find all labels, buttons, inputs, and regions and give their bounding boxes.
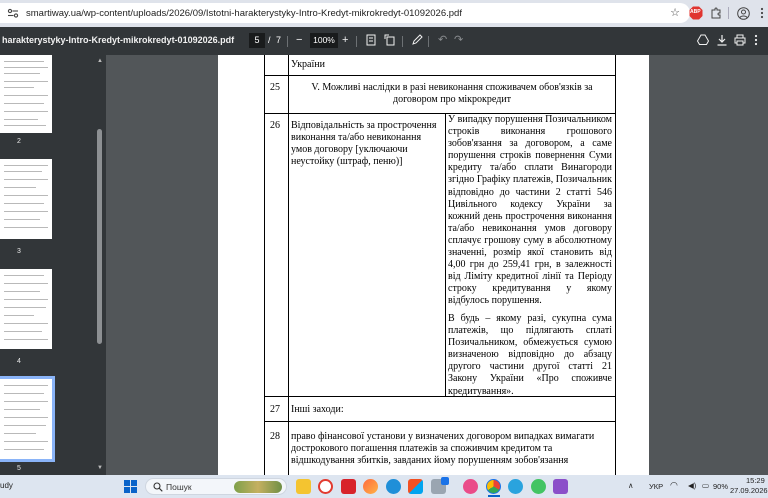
- google-drive-icon[interactable]: [697, 34, 709, 51]
- bookmark-star-icon[interactable]: ☆: [670, 7, 680, 19]
- undo-icon[interactable]: ↶: [438, 34, 448, 46]
- app-l-icon[interactable]: [341, 479, 356, 494]
- app-pink-icon[interactable]: [463, 479, 478, 494]
- draw-icon[interactable]: [411, 34, 423, 51]
- zoom-in-button[interactable]: +: [342, 34, 349, 46]
- windows-start-icon[interactable]: [124, 480, 137, 493]
- volume-icon[interactable]: ◀): [688, 481, 697, 490]
- store-icon[interactable]: [408, 479, 423, 494]
- row-number: 25: [270, 82, 280, 93]
- thumbnail-sidebar: [0, 55, 106, 475]
- viber-icon[interactable]: [553, 479, 568, 494]
- edge-icon[interactable]: [386, 479, 401, 494]
- thumbnail-label: 4: [17, 358, 21, 365]
- clock-date[interactable]: 27.09.2026: [730, 486, 768, 495]
- liability-text-p2: В будь – якому разі, сукупна сума платежів, що підлягають сплаті Позичальником, обмежується сумою визначеною відповідно до абзацу другого частини другої статті 21 Закону України «Про споживче кредитування».: [448, 313, 612, 397]
- active-app-indicator: [488, 495, 500, 497]
- zoom-out-button[interactable]: −: [296, 34, 303, 46]
- row-number: 28: [270, 431, 280, 442]
- telegram-icon[interactable]: [508, 479, 523, 494]
- print-icon[interactable]: [734, 34, 746, 51]
- chrome-icon[interactable]: [486, 479, 501, 494]
- rotate-icon[interactable]: [384, 34, 396, 51]
- search-highlight-image: [234, 481, 282, 493]
- address-bar[interactable]: [0, 3, 690, 23]
- search-icon: [153, 482, 163, 492]
- wifi-icon[interactable]: ◠: [670, 480, 678, 490]
- browser-menu-icon[interactable]: [755, 6, 768, 20]
- site-info-icon[interactable]: [6, 6, 20, 20]
- toolbar-divider: [287, 36, 288, 47]
- profile-avatar-icon[interactable]: [736, 6, 750, 20]
- page-number-input[interactable]: 5: [249, 33, 265, 48]
- table-border: [264, 55, 265, 475]
- redo-icon[interactable]: ↷: [454, 34, 464, 46]
- browser-top-bar: [0, 0, 768, 27]
- toolbar-divider: [356, 36, 357, 47]
- widget-text[interactable]: udy: [0, 481, 13, 490]
- toolbar-divider: [728, 7, 729, 19]
- table-border: [264, 421, 616, 422]
- page-thumbnail[interactable]: [0, 55, 52, 133]
- row-number: 27: [270, 404, 280, 415]
- url-text[interactable]: smartiway.ua/wp-content/uploads/2026/09/Istotni-harakterystyky-Intro-Kredyt-mikrokredyt-01092026.pdf: [26, 7, 462, 19]
- download-icon[interactable]: [716, 34, 728, 51]
- pdf-file-title: harakterystyky-Intro-Kredyt-mikrokredyt-01092026.pdf: [2, 35, 235, 45]
- page-thumbnail[interactable]: [0, 269, 52, 349]
- other-measures-label: Інші заходи:: [291, 404, 344, 415]
- app-colorful-icon[interactable]: [363, 479, 378, 494]
- thumbnail-label: 3: [17, 248, 21, 255]
- table-border: [445, 113, 446, 396]
- pdf-page: [218, 55, 649, 475]
- page-total: 7: [276, 35, 282, 45]
- table-border: [288, 55, 289, 475]
- tray-chevron-icon[interactable]: ∧: [628, 481, 634, 490]
- zoom-level-input[interactable]: 100%: [310, 33, 338, 48]
- page-thumbnail[interactable]: [0, 159, 52, 239]
- toolbar-divider: [428, 36, 429, 47]
- page-thumbnail-selected[interactable]: [0, 379, 52, 459]
- more-options-icon[interactable]: [754, 34, 758, 51]
- thumbnail-label: 5: [17, 465, 21, 472]
- liability-label: Відповідальність за прострочення виконання та/або невиконання умов договору [уключаючи неустойку (штраф, пеню)]: [291, 120, 437, 168]
- thumbnail-label: 2: [17, 138, 21, 145]
- windows-taskbar: [0, 475, 768, 498]
- sidebar-scrollbar[interactable]: [97, 129, 102, 344]
- early-repayment-text: право фінансової установи у визначених договором випадках вимагати дострокового погашення платежів за споживчим кредитом та відшкодування збитків, завданих йому порушенням зобов'язання: [291, 431, 595, 467]
- toolbar-divider: [402, 36, 403, 47]
- battery-percent: 90%: [713, 482, 729, 491]
- taskbar-search[interactable]: [145, 478, 287, 495]
- top-cell-text: України: [291, 59, 325, 70]
- app-green-icon[interactable]: [531, 479, 546, 494]
- liability-text-p1: У випадку порушення Позичальником строків виконання грошового зобов'язання за договором, а саме порушення строків повернення Суми кредиту та/або сплати Винагороди згідно Графіку платежів, Позичальник відповідно до частини 2 статті 546 Цивільного кодексу України за кожний день прострочення виконання та/або невиконання умов договору сплачує грошову суму в абсолютному значенні, розмір якої становить від 4,00 грн до 259,41 грн, в залежності від Ліміту кредитної лінії та Періоду строку кредитування у якому відбулось порушення.: [448, 114, 612, 307]
- file-explorer-icon[interactable]: [296, 479, 311, 494]
- pdf-toolbar: [0, 27, 768, 55]
- section-title: V. Можливі наслідки в разі невиконання споживачем обов'язків за договором про мікрокредит: [311, 82, 593, 106]
- fit-page-icon[interactable]: [366, 34, 376, 51]
- clock-time[interactable]: 15:29: [746, 476, 765, 485]
- table-border: [264, 75, 616, 76]
- dropbox-badge-icon: [441, 477, 449, 485]
- opera-icon[interactable]: [318, 479, 333, 494]
- page-separator: /: [268, 35, 271, 45]
- language-indicator[interactable]: УКР: [649, 482, 664, 491]
- scroll-down-icon[interactable]: ▼: [97, 465, 103, 471]
- adblock-extension-icon[interactable]: [689, 6, 703, 20]
- extensions-puzzle-icon[interactable]: [709, 6, 723, 20]
- adblock-badge: ABP: [690, 9, 701, 15]
- table-border: [615, 55, 616, 475]
- battery-icon[interactable]: ▭: [702, 481, 710, 490]
- row-number: 26: [270, 120, 280, 131]
- search-placeholder: Пошук: [166, 482, 192, 492]
- scroll-up-icon[interactable]: ▲: [97, 58, 103, 64]
